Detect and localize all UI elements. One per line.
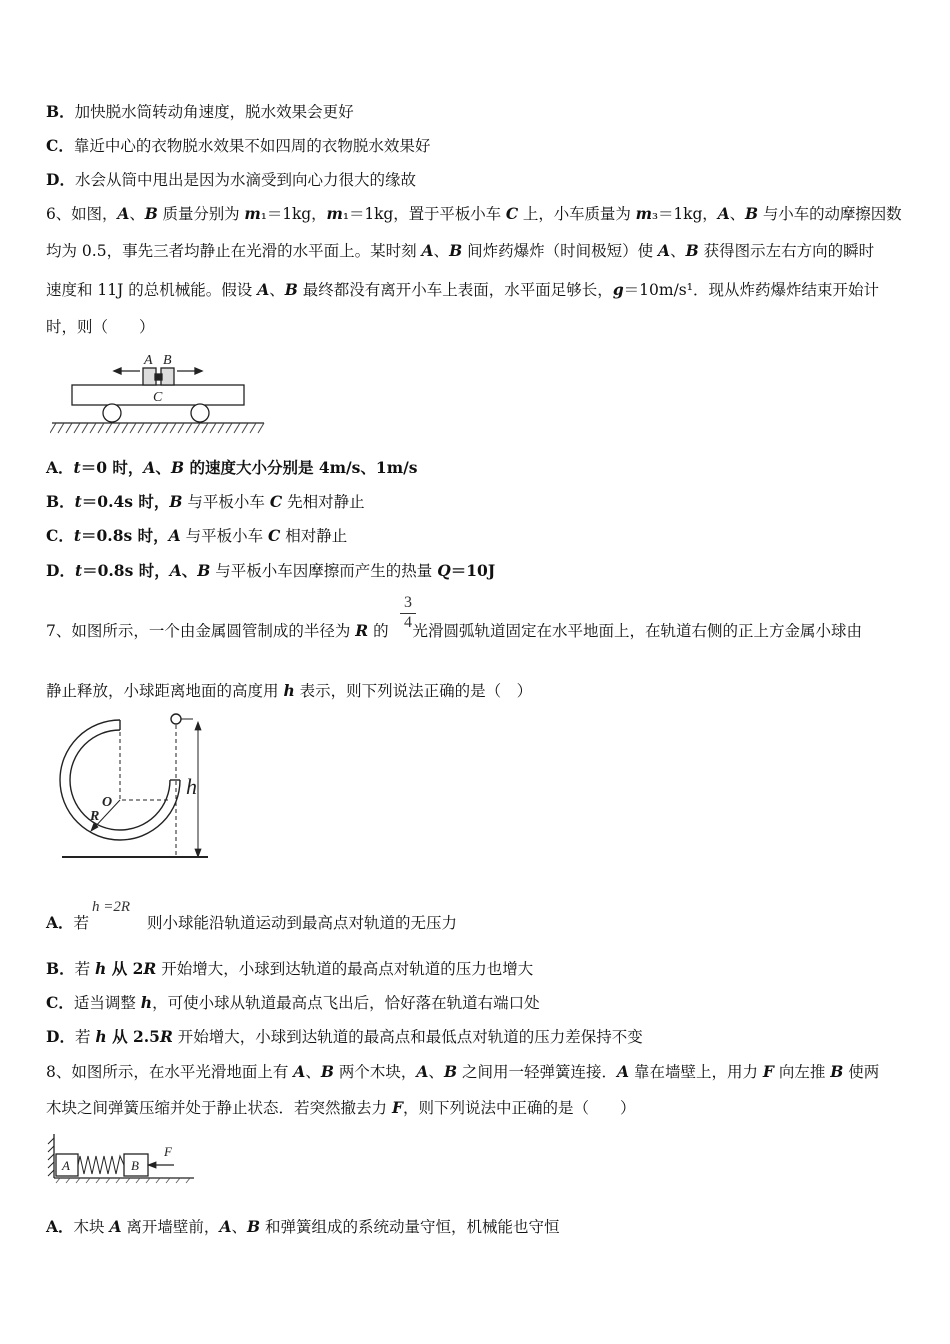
q8-figure-spring [46,1132,206,1184]
q5-option-c: C．靠近中心的衣物脱水效果不如四周的衣物脱水效果好 [46,136,431,155]
label-b: B [163,353,172,368]
q8-option-a: A．木块 A 离开墙壁前，A、B 和弹簧组成的系统动量守恒，机械能也守恒 [46,1217,560,1236]
q5-option-d: D．水会从筒中甩出是因为水滴受到向心力很大的缘故 [46,170,416,189]
block-b [161,368,174,385]
q7-figure-track [58,712,218,867]
track-outer-arc [60,720,180,840]
q6-figure-cart [50,345,270,440]
spring [78,1156,124,1174]
q7-option-b: B．若 h 从 2R 开始增大，小球到达轨道的最高点对轨道的压力也增大 [46,959,534,978]
q6-stem-line-4: 时，则（ ） [46,318,155,336]
q7-option-a: A．若 则小球能沿轨道运动到最高点对轨道的无压力 [46,913,458,932]
q7-option-a-equation: h =2R [92,899,131,915]
q6-option-a: A．t＝0 时，A、B 的速度大小分别是 4m/s、1m/s [46,458,418,477]
label-a: A [144,353,153,368]
cart-wheel-right [191,404,209,422]
q7-stem-line-2: 静止释放，小球距离地面的高度用 h 表示，则下列说法正确的是（ ） [46,681,533,700]
q6-option-c: C．t＝0.8s 时，A 与平板小车 C 相对静止 [46,526,348,545]
q7-option-d: D．若 h 从 2.5R 开始增大，小球到达轨道的最高点和最低点对轨道的压力差保持不变 [46,1027,643,1046]
label-h: h [186,774,197,799]
fraction-numerator: 3 [404,594,412,611]
track-inner-arc [70,730,170,830]
q5-option-b: B．加快脱水筒转动角速度，脱水效果会更好 [46,102,354,121]
q7-stem-line-1: 7、如图所示，一个由金属圆管制成的半径为 R 的 光滑圆弧轨道固定在水平地面上，在轨道右侧的正上方金属小球由 [46,621,862,640]
q6-option-d: D．t＝0.8s 时，A、B 与平板小车因摩擦而产生的热量 Q＝10J [46,561,496,580]
label-c: C [153,390,163,405]
q8-stem-line-2: 木块之间弹簧压缩并处于静止状态．若突然撤去力 F，则下列说法中正确的是（ ） [46,1098,636,1117]
cart-wheel-left [103,404,121,422]
q8-stem-line-1: 8、如图所示，在水平光滑地面上有 A、B 两个木块，A、B 之间用一轻弹簧连接．A 靠在墙壁上，用力 F 向左推 B 使两 [46,1062,880,1081]
label-f: F [164,1144,172,1159]
ball [171,714,181,724]
q6-stem-line-1: 6、如图，A、B 质量分别为 m₁＝1kg，m₁＝1kg，置于平板小车 C 上，小车质量为 m₃＝1kg，A、B 与小车的动摩擦因数 [46,204,902,223]
q6-stem-line-3: 速度和 11J 的总机械能。假设 A、B 最终都没有离开小车上表面，水平面足够长，g＝10m/s¹．现从炸药爆炸结束开始计 [46,280,879,299]
label-b: B [131,1158,139,1173]
label-r: R [90,809,100,824]
q6-stem-line-2: 均为 0.5，事先三者均静止在光滑的水平面上。某时刻 A、B 间炸药爆炸（时间极短）使 A、B 获得图示左右方向的瞬时 [46,241,875,260]
q7-option-c: C．适当调整 h，可使小球从轨道最高点飞出后，恰好落在轨道右端口处 [46,993,540,1012]
label-a: A [62,1158,70,1173]
explosive [155,374,162,380]
fraction-denominator: 4 [400,613,416,632]
q6-option-b: B．t＝0.4s 时，B 与平板小车 C 先相对静止 [46,492,365,511]
label-o: O [102,795,113,810]
block-a [143,368,156,385]
